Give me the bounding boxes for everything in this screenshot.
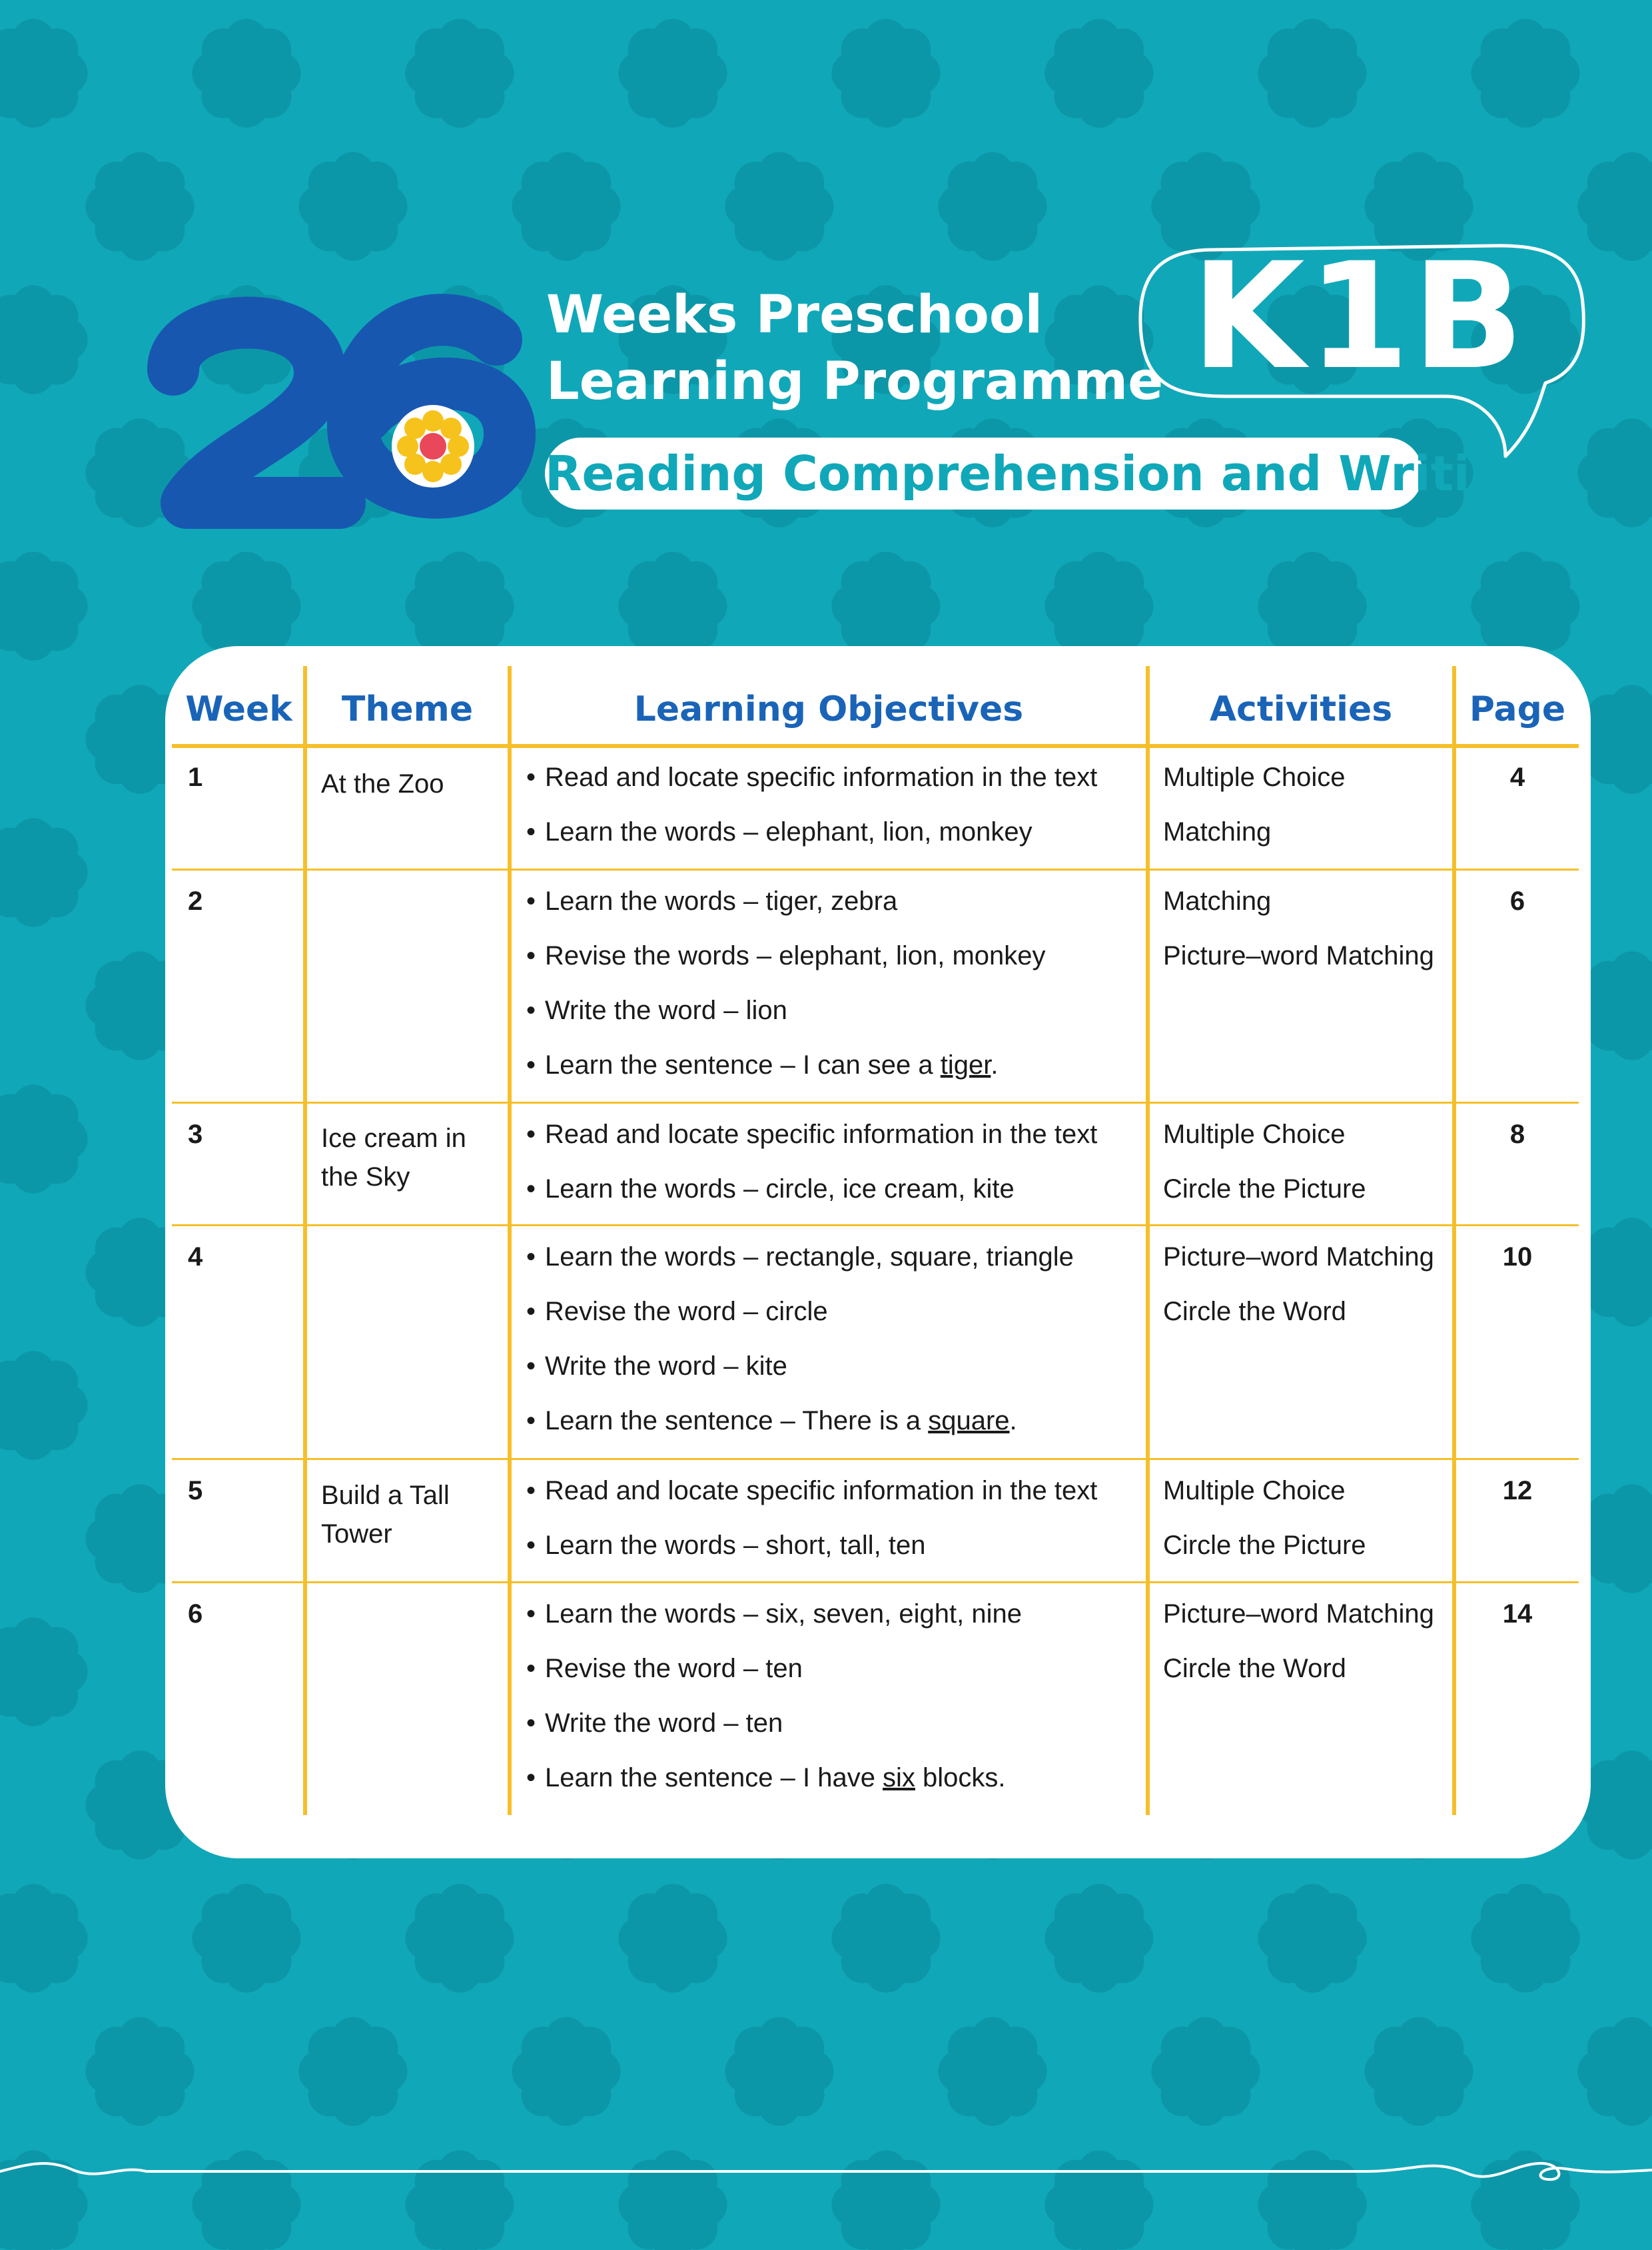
background-flower (1044, 19, 1153, 127)
background-flower (405, 552, 514, 660)
background-flower (192, 19, 300, 127)
bullet-icon: • (526, 996, 536, 1025)
page-cell: 14 (1502, 1599, 1533, 1629)
objective-text: Learn the words – tiger, zebra (545, 887, 898, 916)
background-flower (725, 2017, 833, 2125)
bullet-icon: • (526, 1406, 536, 1435)
bullet-icon: • (526, 1050, 536, 1080)
objective-item (526, 1107, 1097, 1162)
bullet-icon: • (526, 941, 536, 970)
row-divider (172, 1458, 1579, 1460)
objective-item (526, 1518, 925, 1573)
sentence-prefix: Learn the sentence – There is a (545, 1406, 929, 1435)
background-flower (405, 1884, 514, 1992)
objective-text: Learn the words – circle, ice cream, kite (545, 1174, 1015, 1204)
background-flower (298, 152, 407, 260)
bullet-icon: • (526, 1242, 536, 1272)
background-flower (1471, 1884, 1579, 1992)
objective-text: Write the word – lion (545, 996, 787, 1025)
objective-text: Revise the words – elephant, lion, monkey (545, 941, 1046, 970)
column-divider (303, 666, 307, 1815)
activity-item: Matching (1163, 887, 1272, 916)
background-flower (1151, 2017, 1260, 2125)
background-flower (1258, 1884, 1366, 1992)
objective-item (526, 1284, 828, 1339)
decorative-wave-line (0, 2145, 1652, 2198)
activity-item: Circle the Picture (1163, 1174, 1366, 1204)
objective-item (526, 805, 1032, 859)
background-flower (1258, 19, 1366, 127)
programme-title-line1: Weeks Preschool (546, 285, 1043, 345)
page-cell: 12 (1502, 1476, 1533, 1505)
activity-item: Circle the Picture (1163, 1531, 1366, 1560)
background-flower (0, 552, 88, 660)
sentence-prefix: Learn the sentence – I can see a (545, 1050, 941, 1080)
background-flower (512, 2017, 620, 2125)
objective-sentence-item (526, 1750, 1006, 1805)
background-flower (1044, 1884, 1153, 1992)
week-cell: 4 (188, 1242, 203, 1272)
week-cell: 2 (188, 887, 203, 916)
objective-text: Revise the word – circle (545, 1297, 828, 1326)
row-divider (172, 1102, 1579, 1104)
background-flower (1364, 2017, 1473, 2125)
page-cell: 8 (1509, 1120, 1525, 1149)
objective-text: Learn the words – elephant, lion, monkey (545, 817, 1032, 847)
bullet-icon: • (526, 1531, 536, 1560)
background-flower (618, 552, 727, 660)
activity-item: Matching (1163, 817, 1272, 847)
background-flower (618, 1884, 727, 1992)
objective-item (526, 874, 897, 929)
background-flower (725, 152, 833, 260)
background-flower (0, 818, 88, 927)
background-flower (1258, 552, 1366, 660)
objective-item (526, 1587, 1022, 1641)
sentence-underlined: six (883, 1763, 915, 1792)
header-week: Week (185, 689, 292, 729)
objective-sentence-item (526, 1038, 999, 1092)
bullet-icon: • (526, 1120, 536, 1149)
background-flower (0, 1351, 88, 1459)
activity-item: Picture–word Matching (1163, 941, 1434, 970)
week-cell: 3 (188, 1120, 203, 1149)
sentence-underlined: square (928, 1406, 1010, 1435)
background-flower (192, 1884, 300, 1992)
bullet-icon: • (526, 887, 536, 916)
background-flower (0, 1084, 88, 1193)
objective-item (526, 983, 787, 1038)
objective-text: Write the word – kite (545, 1351, 787, 1381)
theme-cell: At the Zoo (321, 769, 444, 799)
column-divider (1452, 666, 1456, 1815)
background-flower (831, 1884, 940, 1992)
row-divider (172, 1224, 1579, 1226)
bullet-icon: • (526, 1654, 536, 1683)
objective-item (526, 750, 1097, 805)
background-flower (618, 19, 727, 127)
activity-item: Circle the Word (1163, 1297, 1346, 1326)
sentence-suffix: blocks. (915, 1763, 1006, 1792)
bullet-icon: • (526, 1763, 536, 1792)
bullet-icon: • (526, 817, 536, 847)
bullet-icon: • (526, 1708, 536, 1738)
activity-item: Picture–word Matching (1163, 1242, 1434, 1272)
objective-text: Revise the word – ten (545, 1654, 803, 1683)
background-flower (1577, 2017, 1652, 2125)
objective-item (526, 1339, 787, 1393)
background-flower (831, 19, 940, 127)
bullet-icon: • (526, 1476, 536, 1505)
header-theme: Theme (341, 689, 474, 729)
sentence-suffix: . (991, 1050, 999, 1080)
page-cell: 6 (1509, 887, 1525, 916)
background-flower (0, 1617, 88, 1726)
objective-text: Read and locate specific information in the text (545, 1120, 1098, 1149)
bullet-icon: • (526, 1599, 536, 1629)
background-flower (938, 2017, 1046, 2125)
background-flower (831, 552, 940, 660)
column-divider (508, 666, 512, 1815)
background-flower (405, 19, 514, 127)
objective-item (526, 1230, 1074, 1284)
background-flower (0, 1884, 88, 1992)
objective-item (526, 1162, 1015, 1216)
background-flower (938, 152, 1046, 260)
page-cell: 10 (1502, 1242, 1533, 1272)
header-activities: Activities (1209, 689, 1393, 729)
week-cell: 5 (188, 1476, 203, 1505)
week-cell: 6 (188, 1599, 203, 1629)
column-divider (1146, 666, 1150, 1815)
background-flower (1044, 552, 1153, 660)
objective-item (526, 1696, 783, 1750)
week-cell: 1 (188, 763, 203, 792)
background-flower (298, 2017, 407, 2125)
background-flower (0, 285, 88, 394)
sentence-prefix: Learn the sentence – I have (545, 1763, 883, 1792)
sentence-underlined: tiger (940, 1050, 991, 1080)
logo-26-icon (147, 283, 540, 543)
sentence-suffix: . (1009, 1406, 1017, 1435)
objective-text: Read and locate specific information in the text (545, 763, 1098, 792)
objective-sentence-item (526, 1393, 1017, 1448)
row-divider (172, 869, 1579, 871)
objective-item (526, 1463, 1097, 1518)
objective-text: Write the word – ten (545, 1708, 783, 1738)
bullet-icon: • (526, 1297, 536, 1326)
background-flower (0, 19, 88, 127)
background-flower (1471, 19, 1579, 127)
header-page: Page (1469, 689, 1566, 729)
header-learning-objectives: Learning Objectives (633, 689, 1024, 729)
page-cell: 4 (1509, 763, 1525, 792)
level-label: K1B (1191, 231, 1527, 402)
activity-item: Multiple Choice (1163, 1120, 1346, 1149)
subtitle: Reading Comprehension and Writing (545, 446, 1539, 502)
background-flower (192, 552, 300, 660)
theme-cell: Build a Tall Tower (321, 1481, 450, 1549)
objective-text: Learn the words – six, seven, eight, nine (545, 1599, 1022, 1629)
programme-title-line2: Learning Programme (546, 352, 1164, 412)
activity-item: Multiple Choice (1163, 763, 1346, 792)
bullet-icon: • (526, 763, 536, 792)
row-divider (172, 1581, 1579, 1583)
objective-item (526, 929, 1046, 983)
objective-text: Learn the words – short, tall, ten (545, 1531, 926, 1560)
background-flower (85, 152, 194, 260)
objective-text: Learn the words – rectangle, square, triangle (545, 1242, 1074, 1272)
header-divider (172, 744, 1579, 748)
activity-item: Circle the Word (1163, 1654, 1346, 1683)
activity-item: Picture–word Matching (1163, 1599, 1434, 1629)
activity-item: Multiple Choice (1163, 1476, 1346, 1505)
objective-item (526, 1641, 803, 1696)
bullet-icon: • (526, 1174, 536, 1204)
background-flower (512, 152, 620, 260)
background-flower (85, 2017, 194, 2125)
bullet-icon: • (526, 1351, 536, 1381)
objective-text: Read and locate specific information in the text (545, 1476, 1098, 1505)
background-flower (1471, 552, 1579, 660)
theme-cell: Ice cream in the Sky (321, 1124, 466, 1192)
